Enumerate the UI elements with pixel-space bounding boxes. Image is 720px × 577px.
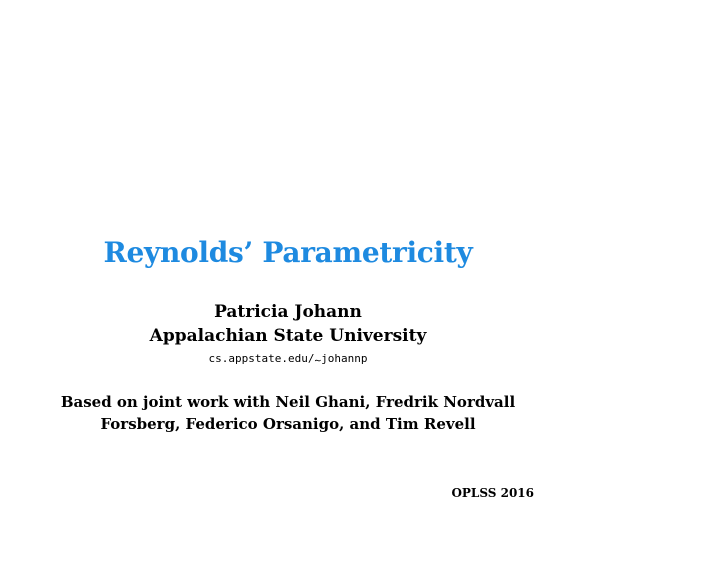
venue-label: OPLSS 2016 bbox=[451, 486, 534, 500]
url-prefix: cs.appstate.edu/ bbox=[208, 352, 315, 365]
url-suffix: johannp bbox=[321, 352, 368, 365]
joint-work-note bbox=[0, 391, 576, 435]
author-affiliation: Appalachian State University bbox=[149, 326, 427, 346]
slide-title: Reynolds’ Parametricity bbox=[103, 236, 473, 269]
url-tilde: ∼ bbox=[314, 354, 322, 367]
author-name: Patricia Johann bbox=[214, 302, 362, 322]
author-url bbox=[0, 348, 576, 370]
author-block bbox=[0, 300, 576, 370]
joint-work-line-1: Based on joint work with Neil Ghani, Fredrik Nordvall bbox=[60, 393, 516, 411]
joint-work-line-2: Forsberg, Federico Orsanigo, and Tim Revell bbox=[100, 415, 476, 433]
